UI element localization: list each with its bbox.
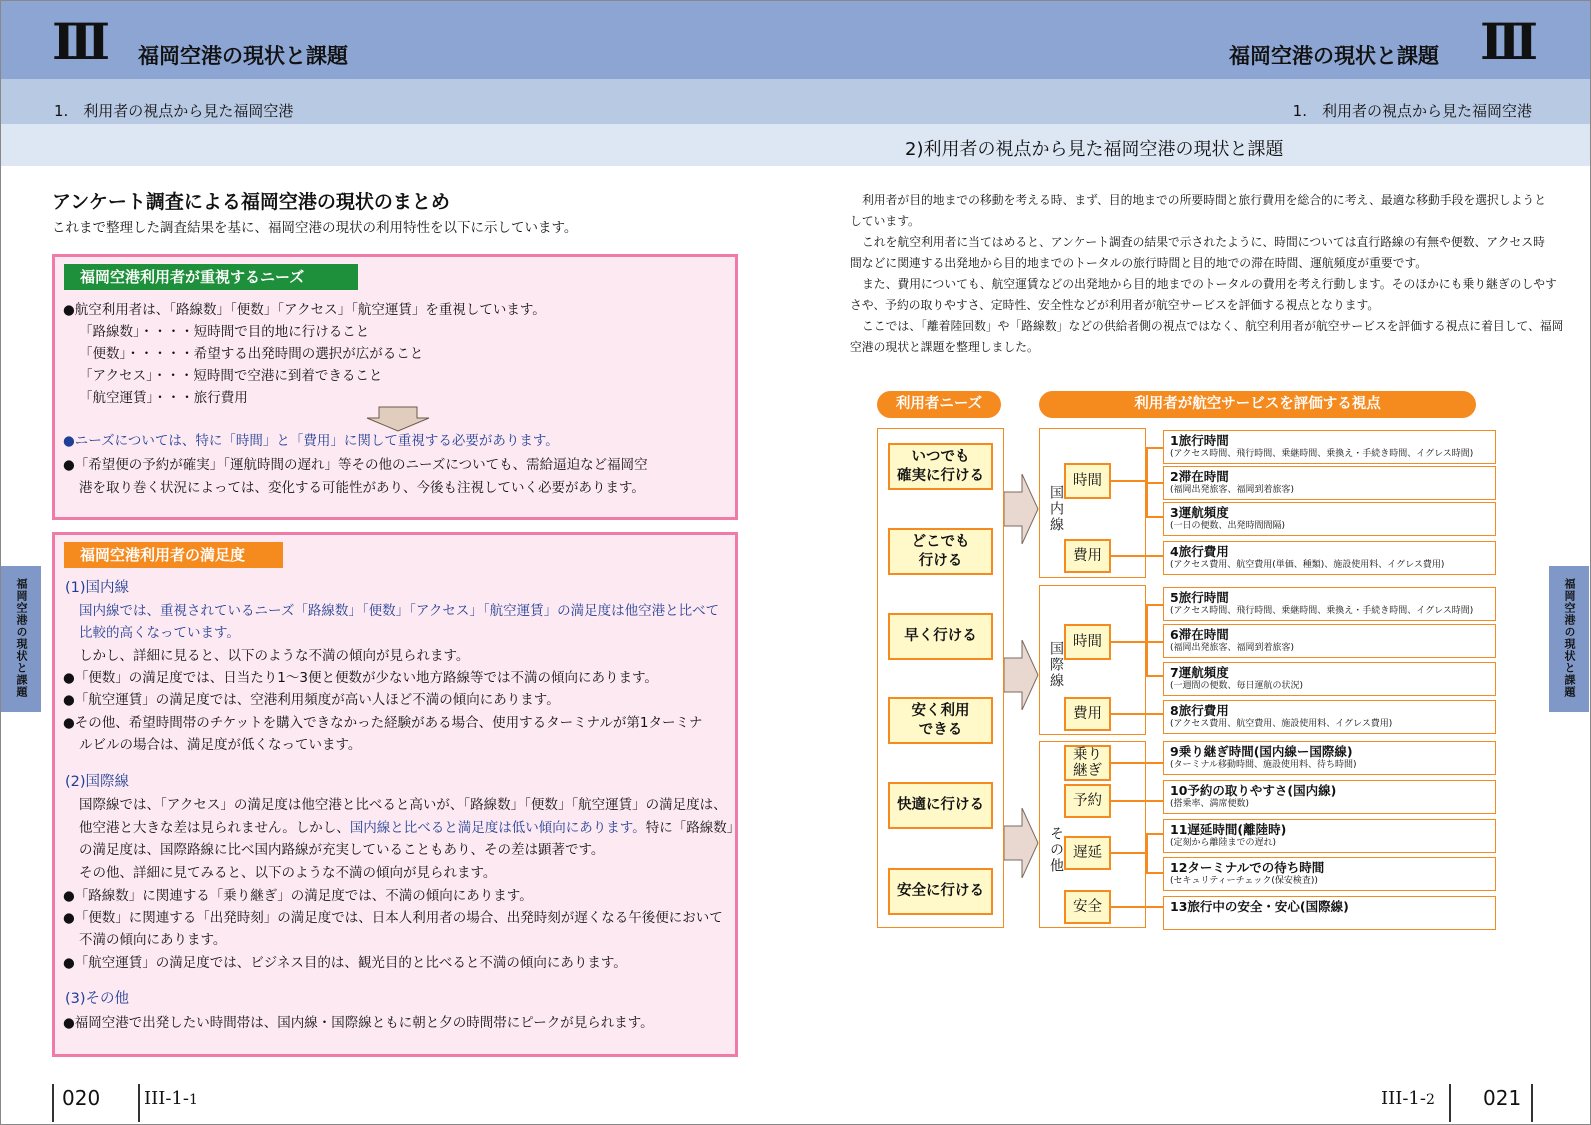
viewpoint-item: 12ターミナルでの待ち時間 (セキュリティーチェック(保安検査)) — [1163, 857, 1496, 891]
satisfaction-box — [52, 532, 741, 1057]
connector-line — [1111, 641, 1148, 643]
international-heading: (2)国際線 — [65, 774, 130, 790]
connector-line — [1146, 641, 1163, 643]
needs-line: 「アクセス」・・・短時間で空港に到着できること — [79, 368, 383, 384]
body-paragraph-line: 利用者が目的地までの移動を考える時、まず、目的地までの所要時間と旅行費用を総合的に考え、最適な移動手段を選択しようと — [862, 193, 1546, 207]
international-line: 不満の傾向にあります。 — [79, 932, 227, 948]
viewpoint-item: 1旅行時間 (アクセス時間、飛行時間、乗継時間、乗換え・手続き時間、イグレス時間) — [1163, 430, 1496, 464]
connector-line — [1111, 713, 1163, 715]
needs-column-frame — [877, 428, 1004, 928]
chapter-number-right: III — [1480, 12, 1533, 71]
connector-line — [1146, 604, 1163, 606]
page-number-right: 021 — [1483, 1086, 1522, 1110]
needs-line: 「便数」・・・・・希望する出発時間の選択が広がること — [79, 346, 424, 362]
needs-line: ●「希望便の予約が確実」「運航時間の遅れ」等その他のニーズについても、需給逼迫など福岡空 — [63, 457, 648, 473]
summary-title: アンケート調査による福岡空港の現状のまとめ — [52, 191, 450, 213]
right-arrow-icon — [1004, 474, 1039, 544]
viewpoint-item: 11遅延時間(離陸時) (定刻から離陸までの遅れ) — [1163, 819, 1496, 853]
domestic-line: しかし、詳細に見ると、以下のような不満の傾向が見られます。 — [79, 648, 470, 664]
need-anywhere: どこでも 行ける — [888, 528, 993, 575]
connector-line — [1146, 833, 1163, 835]
subsection-title: 2)利用者の視点から見た福岡空港の現状と課題 — [905, 139, 1284, 160]
section-title-left: 1. 利用者の視点から見た福岡空港 — [54, 102, 294, 120]
connector-line — [1111, 480, 1148, 482]
footer-divider — [1449, 1084, 1451, 1122]
domestic-line: 国内線では、重視されているニーズ「路線数」「便数」「アクセス」「航空運賃」の満足度は他空港と比べて — [79, 603, 720, 619]
down-arrow-icon — [365, 406, 431, 432]
connector-line — [1111, 906, 1163, 908]
chapter-title-right: 福岡空港の現状と課題 — [1229, 44, 1439, 68]
connector-line — [1146, 833, 1148, 873]
international-line: 他空港と大きな差は見られません。しかし、国内線と比べると満足度は低い傾向にあります。特に「路線数」 — [79, 820, 741, 836]
chapter-title-left: 福岡空港の現状と課題 — [138, 44, 348, 68]
domestic-line: ルビルの場合は、満足度が低くなっています。 — [79, 737, 362, 753]
body-paragraph-line: 間などに関連する出発地から目的地までのトータルの旅行時間と目的地での滞在時間、運航頻度が重要です。 — [850, 256, 1428, 270]
needs-box-label: 福岡空港利用者が重視するニーズ — [64, 264, 358, 290]
viewpoint-item: 9乗り継ぎ時間(国内線ー国際線) (ターミナル移動時間、施設使用料、待ち時間) — [1163, 741, 1496, 775]
connector-line — [1146, 604, 1148, 676]
body-paragraph-line: また、費用についても、航空運賃などの出発地から目的地までのトータルの費用を考え行動します。そのほかにも乗り継ぎのしやす — [862, 277, 1557, 291]
summary-intro: これまで整理した調査結果を基に、福岡空港の現状の利用特性を以下に示しています。 — [52, 220, 578, 236]
body-paragraph-line: しています。 — [850, 214, 920, 228]
sub-time-international: 時間 — [1064, 624, 1111, 660]
connector-line — [1111, 852, 1148, 854]
viewpoint-item: 8旅行費用 (アクセス費用、航空費用、施設使用料、イグレス費用) — [1163, 700, 1496, 734]
connector-line — [1146, 447, 1163, 449]
international-line: ●「便数」に関連する「出発時刻」の満足度では、日本人利用者の場合、出発時刻が遅くなる午後便において — [63, 910, 723, 926]
needs-line: ●ニーズについては、特に「時間」と「費用」に関して重視する必要があります。 — [63, 433, 559, 449]
sub-transfer: 乗り 継ぎ — [1064, 745, 1111, 781]
need-anytime: いつでも 確実に行ける — [888, 443, 993, 490]
viewpoint-item: 7運航頻度 (一週間の便数、毎日運航の状況) — [1163, 662, 1496, 696]
page-code-left: III-1-1 — [144, 1088, 198, 1109]
right-arrow-icon — [1004, 808, 1039, 878]
domestic-line: 比較的高くなっています。 — [79, 625, 240, 641]
other-category-label: その他 — [1048, 826, 1064, 874]
needs-box — [52, 254, 738, 520]
other-heading: (3)その他 — [65, 991, 130, 1007]
domestic-line: ●その他、希望時間帯のチケットを購入できなかった経験がある場合、使用するターミナルが第1ターミナ — [63, 715, 703, 731]
connector-line — [1146, 675, 1163, 677]
body-paragraph-line: 空港の現状と課題を整理しました。 — [850, 340, 1039, 354]
body-paragraph-line: さや、予約の取りやすさ、定時性、安全性などが利用者が航空サービスを評価する視点となります。 — [850, 298, 1380, 312]
domestic-line: ●「航空運賃」の満足度では、空港利用頻度が高い人ほど不満の傾向にあります。 — [63, 692, 560, 708]
subsection-header-band — [1, 124, 1590, 166]
sub-safety: 安全 — [1064, 890, 1111, 924]
sub-reservation: 予約 — [1064, 784, 1111, 818]
need-comfortable: 快適に行ける — [888, 782, 993, 829]
chapter-number-left: III — [52, 12, 105, 71]
sub-cost-domestic: 費用 — [1064, 539, 1111, 573]
page-number-left: 020 — [62, 1086, 101, 1110]
viewpoint-item: 4旅行費用 (アクセス費用、航空費用(単価、種類)、施設使用料、イグレス費用) — [1163, 541, 1496, 575]
connector-line — [1146, 482, 1163, 484]
domestic-category-label: 国内線 — [1048, 485, 1064, 533]
page-code-right: III-1-2 — [1381, 1088, 1435, 1109]
viewpoint-item: 2滞在時間 (福岡出発旅客、福岡到着旅客) — [1163, 466, 1496, 500]
need-safe: 安全に行ける — [888, 868, 993, 915]
needs-line: ●航空利用者は、「路線数」「便数」「アクセス」「航空運賃」を重視しています。 — [63, 302, 546, 318]
need-cheap: 安く利用 できる — [888, 697, 993, 744]
international-line: の満足度は、国際路線に比べ国内路線が充実していることもあり、その差は顕著です。 — [79, 842, 605, 858]
needs-line: 「路線数」・・・・短時間で目的地に行けること — [79, 324, 370, 340]
body-paragraph-line: ここでは、「離着陸回数」や「路線数」などの供給者側の視点ではなく、航空利用者が航空サービスを評価する視点に着目して、福岡 — [862, 319, 1564, 333]
domestic-line: ●「便数」の満足度では、日当たり1～3便と便数が少ない地方路線等では不満の傾向にあります。 — [63, 670, 658, 686]
international-line: ●「航空運賃」の満足度では、ビジネス目的は、観光目的と比べると不満の傾向にあります。 — [63, 955, 627, 971]
viewpoint-item: 10予約の取りやすさ(国内線) (搭乗率、満席便数) — [1163, 780, 1496, 814]
needs-line: 港を取り巻く状況によっては、変化する可能性があり、今後も注視していく必要があります。 — [79, 480, 645, 496]
international-line: その他、詳細に見てみると、以下のような不満の傾向が見られます。 — [79, 865, 497, 881]
viewpoint-item: 13旅行中の安全・安心(国際線) — [1163, 896, 1496, 930]
domestic-heading: (1)国内線 — [65, 580, 130, 596]
diagram-needs-header: 利用者ニーズ — [877, 391, 1001, 418]
section-title-right: 1. 利用者の視点から見た福岡空港 — [1292, 102, 1532, 120]
diagram-viewpoint-header: 利用者が航空サービスを評価する視点 — [1039, 391, 1476, 418]
sub-time-domestic: 時間 — [1064, 463, 1111, 499]
needs-line: 「航空運賃」・・・旅行費用 — [79, 390, 248, 406]
connector-line — [1111, 762, 1163, 764]
viewpoint-item: 5旅行時間 (アクセス時間、飛行時間、乗継時間、乗換え・手続き時間、イグレス時間) — [1163, 587, 1496, 621]
sub-cost-international: 費用 — [1064, 697, 1111, 731]
international-line: ●「路線数」に関連する「乗り継ぎ」の満足度では、不満の傾向にあります。 — [63, 888, 533, 904]
side-tab-left: 福岡空港の現状と課題 — [1, 566, 41, 712]
sub-delay: 遅延 — [1064, 836, 1111, 870]
connector-line — [1146, 872, 1163, 874]
international-line: 国際線では、「アクセス」の満足度は他空港と比べると高いが、「路線数」「便数」「航空運賃」の満足度は、 — [79, 797, 727, 813]
viewpoint-item: 6滞在時間 (福岡出発旅客、福岡到着旅客) — [1163, 624, 1496, 658]
footer-divider — [1531, 1084, 1533, 1122]
need-fast: 早く行ける — [888, 613, 993, 660]
connector-line — [1111, 555, 1163, 557]
body-paragraph-line: これを航空利用者に当てはめると、アンケート調査の結果で示されたように、時間については直行路線の有無や便数、アクセス時 — [862, 235, 1545, 249]
side-tab-right: 福岡空港の現状と課題 — [1549, 566, 1589, 712]
footer-divider — [52, 1084, 54, 1122]
satisfaction-box-label: 福岡空港利用者の満足度 — [64, 542, 283, 568]
right-arrow-icon — [1004, 640, 1039, 710]
international-category-label: 国際線 — [1048, 641, 1064, 689]
connector-line — [1146, 516, 1163, 518]
viewpoint-item: 3運航頻度 (一日の便数、出発時間間隔) — [1163, 502, 1496, 536]
footer-divider — [138, 1084, 140, 1122]
other-line: ●福岡空港で出発したい時間帯は、国内線・国際線ともに朝と夕の時間帯にピークが見られます。 — [63, 1015, 654, 1031]
connector-line — [1111, 800, 1163, 802]
